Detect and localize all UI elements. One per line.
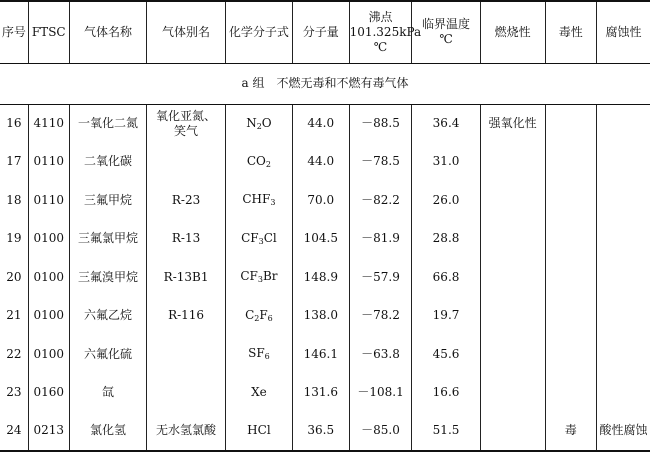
formula-subscript: 6 (264, 352, 270, 362)
cell-name: 二氧化碳 (69, 143, 147, 182)
cell-critical-temp: 36.4 (412, 104, 480, 143)
formula-text: F (259, 307, 268, 322)
cell-name: 氯化氢 (69, 412, 147, 451)
cell-critical-temp: 66.8 (412, 258, 480, 297)
cell-seq: 24 (0, 412, 28, 451)
formula-subscript: 3 (257, 275, 263, 285)
cell-molecular-weight: 36.5 (292, 412, 349, 451)
cell-formula (225, 220, 292, 259)
cell-critical-temp: 19.7 (412, 297, 480, 336)
cell-critical-temp: 51.5 (412, 412, 480, 451)
cell-critical-temp: 28.8 (412, 220, 480, 259)
cell-corrosivity (596, 374, 650, 413)
cell-corrosivity (596, 220, 650, 259)
cell-flammability (480, 258, 545, 297)
cell-flammability (480, 181, 545, 220)
group-title-row (0, 63, 650, 104)
header-critical-temp (412, 1, 480, 63)
cell-seq: 19 (0, 220, 28, 259)
cell-ftsc: 0213 (28, 412, 69, 451)
cell-toxicity: 毒 (545, 412, 596, 451)
cell-toxicity (545, 374, 596, 413)
table-row (0, 412, 650, 451)
cell-flammability (480, 143, 545, 182)
header-molecular-weight: 分子量 (292, 1, 349, 63)
formula-text: SF (248, 346, 265, 361)
cell-formula (225, 143, 292, 182)
cell-name: 一氧化二氮 (69, 104, 147, 143)
cell-toxicity (545, 220, 596, 259)
formula-text: CHF (242, 192, 271, 207)
cell-molecular-weight: 138.0 (292, 297, 349, 336)
formula-subscript: 6 (267, 313, 273, 323)
cell-molecular-weight: 146.1 (292, 335, 349, 374)
cell-boiling-point: －81.9 (349, 220, 412, 259)
table-row (0, 181, 650, 220)
cell-alias (147, 143, 226, 182)
header-seq: 序号 (0, 1, 28, 63)
cell-molecular-weight: 44.0 (292, 104, 349, 143)
table-row (0, 143, 650, 182)
cell-molecular-weight: 44.0 (292, 143, 349, 182)
cell-formula (225, 297, 292, 336)
cell-flammability: 强氧化性 (480, 104, 545, 143)
cell-ftsc: 4110 (28, 104, 69, 143)
cell-seq: 21 (0, 297, 28, 336)
cell-name: 氙 (69, 374, 147, 413)
header-boiling-point (349, 1, 422, 63)
bp-pressure: 101.325kPa (349, 24, 422, 39)
formula-subscript: 2 (254, 313, 260, 323)
cell-formula (225, 412, 292, 451)
cell-alias: R-116 (147, 297, 226, 336)
cell-seq: 20 (0, 258, 28, 297)
formula-text: N (246, 115, 257, 130)
cell-corrosivity: 酸性腐蚀 (596, 412, 650, 451)
cell-ftsc: 0110 (28, 181, 69, 220)
cell-formula (225, 258, 292, 297)
formula-text: CF (240, 269, 258, 284)
cell-corrosivity (596, 297, 650, 336)
cell-formula (225, 104, 292, 143)
formula-subscript: 3 (270, 198, 276, 208)
cell-critical-temp: 31.0 (412, 143, 480, 182)
cell-formula (225, 181, 292, 220)
cell-flammability (480, 412, 545, 451)
cell-molecular-weight: 70.0 (292, 181, 349, 220)
ct-label: 临界温度 (422, 17, 471, 32)
cell-corrosivity (596, 335, 650, 374)
cell-boiling-point: －85.0 (349, 412, 412, 451)
cell-boiling-point: －57.9 (349, 258, 412, 297)
table-row (0, 374, 650, 413)
formula-text: Xe (251, 385, 267, 400)
table-row (0, 297, 650, 336)
formula-text: Cl (263, 230, 277, 245)
cell-ftsc: 0100 (28, 220, 69, 259)
cell-flammability (480, 335, 545, 374)
cell-flammability (480, 374, 545, 413)
header-flammability: 燃烧性 (480, 1, 545, 63)
cell-corrosivity (596, 181, 650, 220)
formula-text: CF (241, 230, 259, 245)
cell-seq: 17 (0, 143, 28, 182)
cell-boiling-point: －82.2 (349, 181, 412, 220)
cell-boiling-point: －78.5 (349, 143, 412, 182)
formula-text: HCl (247, 423, 271, 438)
cell-alias (147, 374, 226, 413)
cell-seq: 22 (0, 335, 28, 374)
cell-toxicity (545, 181, 596, 220)
cell-corrosivity (596, 104, 650, 143)
cell-boiling-point: －63.8 (349, 335, 412, 374)
cell-molecular-weight: 148.9 (292, 258, 349, 297)
cell-ftsc: 0100 (28, 258, 69, 297)
cell-toxicity (545, 143, 596, 182)
cell-ftsc: 0100 (28, 335, 69, 374)
cell-ftsc: 0160 (28, 374, 69, 413)
cell-alias: R-13B1 (147, 258, 226, 297)
cell-toxicity (545, 335, 596, 374)
cell-alias: R-13 (147, 220, 226, 259)
cell-name: 六氟化硫 (69, 335, 147, 374)
group-title: a 组 不燃无毒和不燃有毒气体 (0, 63, 650, 104)
ct-unit: ℃ (439, 32, 453, 47)
cell-boiling-point: －88.5 (349, 104, 412, 143)
cell-toxicity (545, 297, 596, 336)
table-row (0, 220, 650, 259)
cell-formula (225, 374, 292, 413)
cell-seq: 16 (0, 104, 28, 143)
cell-formula (225, 335, 292, 374)
table-row (0, 258, 650, 297)
cell-name: 三氟溴甲烷 (69, 258, 147, 297)
formula-text: Br (262, 269, 278, 284)
cell-alias: 氧化亚氮、笑气 (147, 104, 226, 143)
table-row (0, 335, 650, 374)
cell-name: 三氟甲烷 (69, 181, 147, 220)
cell-corrosivity (596, 143, 650, 182)
header-formula: 化学分子式 (225, 1, 292, 63)
cell-flammability (480, 220, 545, 259)
cell-seq: 23 (0, 374, 28, 413)
cell-molecular-weight: 131.6 (292, 374, 349, 413)
cell-alias (147, 335, 226, 374)
cell-critical-temp: 16.6 (412, 374, 480, 413)
header-row (0, 1, 650, 63)
cell-name: 六氟乙烷 (69, 297, 147, 336)
cell-boiling-point: －78.2 (349, 297, 412, 336)
formula-text: CO (246, 153, 266, 168)
cell-critical-temp: 26.0 (412, 181, 480, 220)
header-name: 气体名称 (69, 1, 147, 63)
formula-subscript: 3 (258, 236, 264, 246)
cell-corrosivity (596, 258, 650, 297)
cell-ftsc: 0110 (28, 143, 69, 182)
cell-boiling-point: －108.1 (349, 374, 412, 413)
cell-alias: R-23 (147, 181, 226, 220)
formula-subscript: 2 (256, 121, 262, 131)
header-alias: 气体别名 (147, 1, 226, 63)
header-corrosivity: 腐蚀性 (596, 1, 650, 63)
cell-alias: 无水氢氯酸 (147, 412, 226, 451)
cell-molecular-weight: 104.5 (292, 220, 349, 259)
header-toxicity: 毒性 (545, 1, 596, 63)
cell-name: 三氟氯甲烷 (69, 220, 147, 259)
cell-toxicity (545, 258, 596, 297)
cell-flammability (480, 297, 545, 336)
bp-label: 沸点 (368, 9, 393, 24)
cell-toxicity (545, 104, 596, 143)
cell-critical-temp: 45.6 (412, 335, 480, 374)
formula-text: O (261, 115, 272, 130)
formula-subscript: 2 (265, 159, 271, 169)
cell-seq: 18 (0, 181, 28, 220)
cell-ftsc: 0100 (28, 297, 69, 336)
formula-text: C (245, 307, 255, 322)
bp-unit: ℃ (373, 39, 388, 54)
table-row (0, 104, 650, 143)
header-ftsc: FTSC (28, 1, 69, 63)
